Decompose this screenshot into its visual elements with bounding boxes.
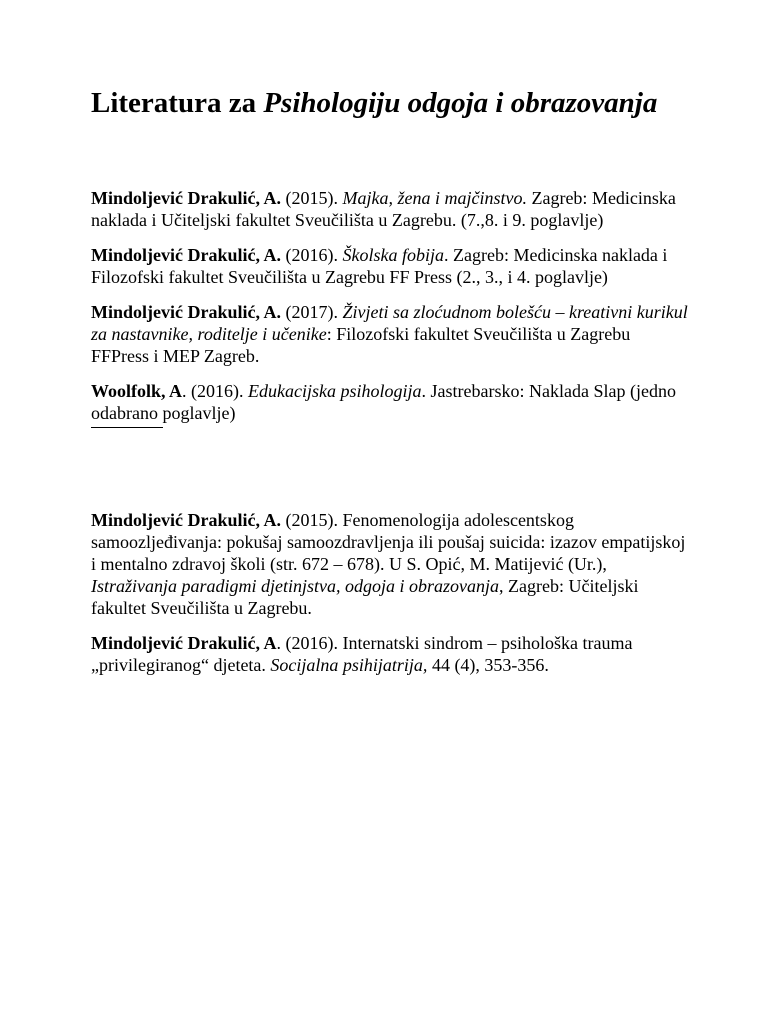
reference-text-end: , Zagreb: Učiteljski fakultet Sveučilišta u Zagrebu. xyxy=(91,576,639,618)
reference-author: Mindoljević Drakulić, A. xyxy=(91,188,281,208)
reference-publisher: Zagreb: Medicinska naklada i Učiteljski fakultet Sveučilišta u Zagrebu. (7.,8. i 9. poglavlje) xyxy=(91,188,676,230)
title-plain: Literatura za xyxy=(91,87,264,119)
reference-text: (2015). Fenomenologija adolescentskog samoozljeđivanja: pokušaj samoozdravljenja ili poušaj suicida: izazov empatijskoj i mentalno zdravoj školi (str. 672 – 678). U S. Opić, M. Matijević (Ur.), xyxy=(91,510,686,574)
reference-year: (2017). xyxy=(281,302,343,322)
reference-item xyxy=(91,380,688,424)
reference-author: Mindoljević Drakulić, A. xyxy=(91,245,281,265)
reference-item xyxy=(91,244,688,288)
reference-year: (2015). xyxy=(281,188,343,208)
reference-italic-title: Istraživanja paradigmi djetinjstva, odgoja i obrazovanja xyxy=(91,576,499,596)
reference-year: . (2016). xyxy=(182,381,249,401)
reference-title: Živjeti sa zloćudnom bolešću – kreativni kurikul za nastavnike, roditelje i učenike xyxy=(91,302,688,344)
reference-text: . (2016). Internatski sindrom – psihološka trauma „privilegiranog“ djeteta. xyxy=(91,633,633,675)
reference-year: (2016). xyxy=(281,245,343,265)
reference-publisher: . Jastrebarsko: Naklada Slap (jedno odabrano poglavlje) xyxy=(91,381,676,423)
reference-publisher: . Zagreb: Medicinska naklada i Filozofski fakultet Sveučilišta u Zagrebu FF Press (2., 3., i 4. poglavlje) xyxy=(91,245,668,287)
page-title xyxy=(91,84,688,122)
additional-reference-item xyxy=(91,509,688,619)
reference-italic-title: Socijalna psihijatrija, xyxy=(270,655,428,675)
reference-author: Mindoljević Drakulić, A xyxy=(91,633,277,653)
reference-text-end: 44 (4), 353-356. xyxy=(427,655,549,675)
reference-author: Woolfolk, A xyxy=(91,381,183,401)
title-italic: Psihologiju odgoja i obrazovanja xyxy=(263,87,658,119)
reference-title: Majka, žena i majčinstvo. xyxy=(342,188,527,208)
reference-item xyxy=(91,187,688,231)
section-spacer xyxy=(91,428,688,509)
reference-publisher: : Filozofski fakultet Sveučilišta u Zagrebu FFPress i MEP Zagreb. xyxy=(91,324,631,366)
reference-author: Mindoljević Drakulić, A. xyxy=(91,302,281,322)
additional-reference-item xyxy=(91,632,688,676)
reference-author: Mindoljević Drakulić, A. xyxy=(91,510,281,530)
reference-title: Edukacijska psihologija xyxy=(248,381,422,401)
reference-title: Školska fobija xyxy=(342,245,444,265)
reference-item xyxy=(91,301,688,367)
